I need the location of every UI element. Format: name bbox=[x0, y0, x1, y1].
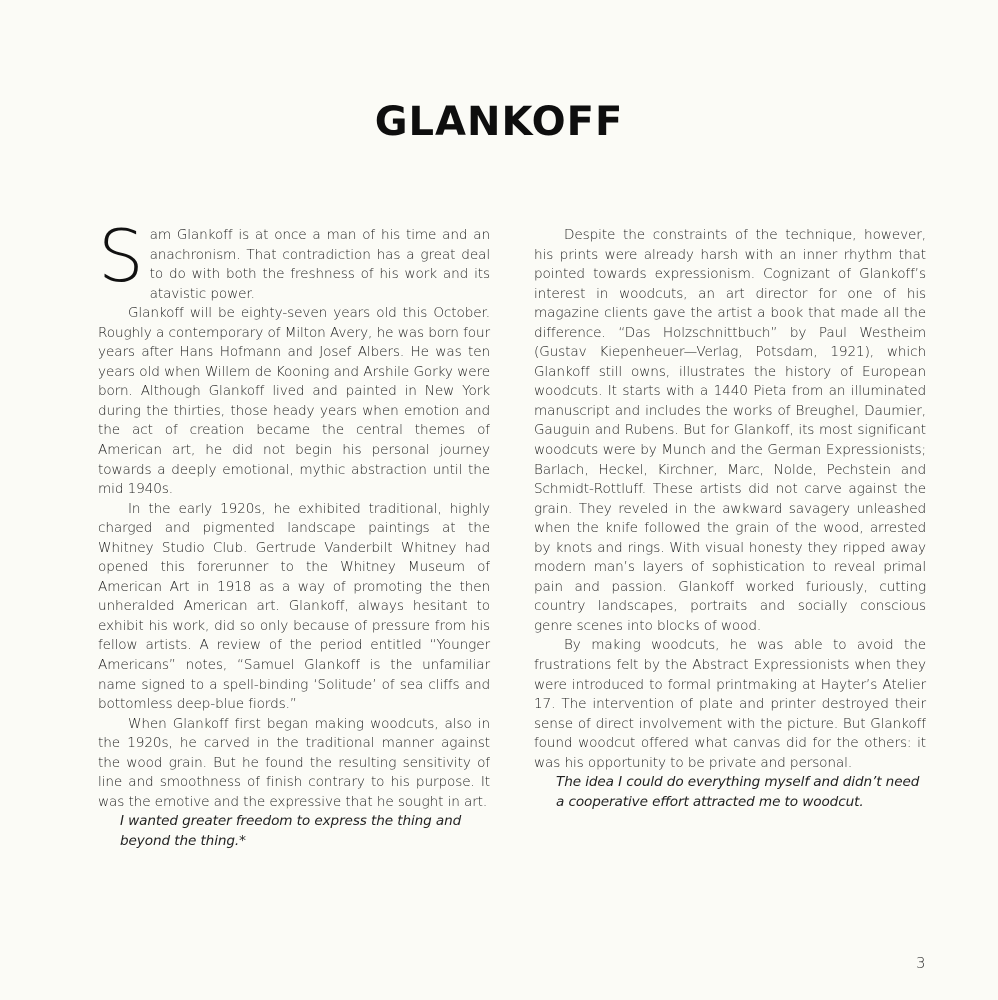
paragraph: In the early 1920s, he exhibited traditional, highly charged and pigmented landscape paintings at the Whitney Studio Club. Gertrude Vanderbilt Whitney had opened this forerunner to the Whitney Museum of American Art in 1918 as a way of promoting the then unheralded American art. Glankoff, always hesitant to exhibit his work, did so only because of pressure from his fellow artists. A review of the period entitled “Younger Americans” notes, “Samuel Glankoff is the unfamiliar name signed to a spell-binding ‘Solitude’ of sea cliffs and bottomless deep-blue fiords.” bbox=[98, 500, 490, 713]
artist-quote: I wanted greater freedom to express the thing and beyond the thing.* bbox=[120, 813, 462, 849]
artist-quote: The idea I could do everything myself and didn’t need a cooperative effort attracted me to woodcut. bbox=[556, 774, 920, 810]
dropcap: S bbox=[98, 214, 144, 298]
paragraph-intro bbox=[98, 214, 490, 304]
right-column bbox=[534, 226, 926, 812]
paragraph: Glankoff will be eighty-seven years old this October. Roughly a contemporary of Milton Avery, he was born four years after Hans Hofmann and Josef Albers. He was ten years old when Willem de Kooning and Arshile Gorky were born. Although Glankoff lived and painted in New York during the thirties, those heady years when emotion and the act of creation became the central themes of American art, he did not begin his personal journey towards a deeply emotional, mythic abstraction until the mid 1940s. bbox=[98, 305, 490, 498]
left-column bbox=[98, 214, 490, 851]
page-title: GLANKOFF bbox=[374, 98, 624, 145]
paragraph: When Glankoff first began making woodcuts, also in the 1920s, he carved in the traditional manner against the wood grain. But he found the resulting sensitivity of line and smoothness of finish contrary to his purpose. It was the emotive and the expressive that he sought in art. bbox=[98, 715, 490, 810]
paragraph: Despite the constraints of the technique, however, his prints were already harsh with an inner rhythm that pointed towards expressionism. Cognizant of Glankoff’s interest in woodcuts, an art director for one of his magazine clients gave the artist a book that made all the difference. “Das Holzschnittbuch” by Paul Westheim (Gustav Kiepenheuer—Verlag, Potsdam, 1921), which Glankoff still owns, illustrates the history of European woodcuts. It starts with a 1440 Pieta from an illuminated manuscript and includes the works of Breughel, Daumier, Gauguin and Rubens. But for Glankoff, its most significant woodcuts were by Munch and the German Expressionists; Barlach, Heckel, Kirchner, Marc, Nolde, Pechstein and Schmidt-Rottluff. These artists did not carve against the grain. They reveled in the awkward savagery unleashed when the knife followed the grain of the wood, arrested by knots and rings. With visual honesty they ripped away modern man’s layers of sophistication to reveal primal pain and passion. Glankoff worked furiously, cutting country landscapes, portraits and socially conscious genre scenes into blocks of wood. bbox=[534, 227, 926, 634]
page-number: 3 bbox=[916, 954, 926, 972]
paragraph-text: am Glankoff is at once a man of his time and an anachronism. That contradiction has a great deal to do with both the freshness of his work and its atavistic power. bbox=[149, 227, 490, 302]
paragraph: By making woodcuts, he was able to avoid the frustrations felt by the Abstract Expressionists when they were introduced to formal printmaking at Hayter’s Atelier 17. The intervention of plate and printer destroyed their sense of direct involvement with the picture. But Glankoff found woodcut offered what canvas did for the others: it was his opportunity to be private and personal. bbox=[534, 637, 926, 771]
